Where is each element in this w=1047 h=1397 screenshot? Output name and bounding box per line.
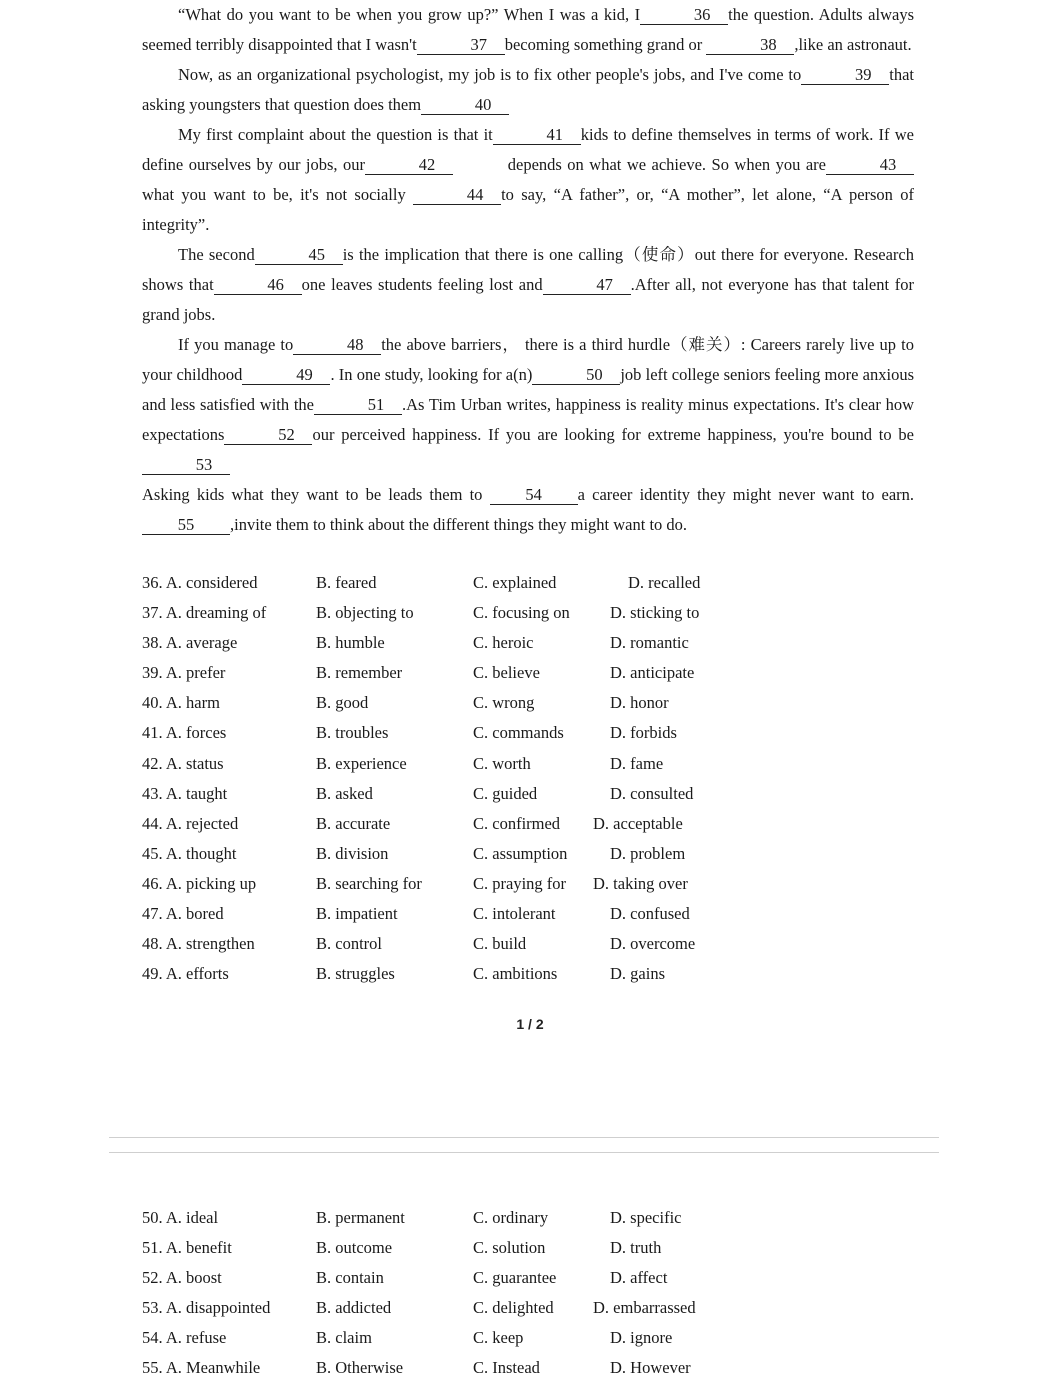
option-d: D. gains bbox=[610, 964, 665, 984]
paragraph-2 bbox=[142, 60, 914, 120]
option-a: 44. A. rejected bbox=[142, 813, 239, 833]
option-c: C. guided bbox=[473, 783, 538, 803]
blank-46: 46 bbox=[214, 276, 302, 295]
option-row bbox=[142, 813, 922, 843]
option-row bbox=[142, 963, 922, 993]
paragraph-1 bbox=[142, 0, 914, 60]
option-d: D. problem bbox=[610, 843, 686, 863]
option-a: 40. A. harm bbox=[142, 693, 220, 713]
option-d: D. confused bbox=[610, 904, 690, 924]
option-b: B. division bbox=[316, 843, 389, 863]
option-b: B. troubles bbox=[316, 723, 389, 743]
option-a: 37. A. dreaming of bbox=[142, 603, 267, 623]
option-row bbox=[142, 602, 922, 632]
options-list-page-1 bbox=[142, 572, 922, 993]
option-b: B. permanent bbox=[316, 1208, 405, 1227]
option-d: D. romantic bbox=[610, 633, 689, 653]
option-a: 41. A. forces bbox=[142, 723, 227, 743]
option-c: C. ambitions bbox=[473, 964, 558, 984]
option-d: D. consulted bbox=[610, 783, 694, 803]
passage-text: .As Tim Urban writes, happiness is reality minus expectations. It's clear how expectations bbox=[142, 395, 914, 444]
paragraph-3 bbox=[142, 120, 914, 240]
option-d: D. taking over bbox=[593, 873, 688, 893]
option-a: 51. A. benefit bbox=[142, 1238, 232, 1258]
blank-44: 44 bbox=[413, 186, 501, 205]
option-a: 38. A. average bbox=[142, 633, 238, 653]
options-list-page-2 bbox=[142, 1207, 922, 1388]
option-d: D. recalled bbox=[628, 573, 701, 592]
passage-text: the question. Adults always seemed terribly disappointed that I wasn't bbox=[142, 5, 914, 54]
option-row bbox=[142, 662, 922, 692]
option-c: C. guarantee bbox=[473, 1268, 557, 1288]
blank-55: 55 bbox=[142, 516, 230, 535]
option-d: D. embarrassed bbox=[593, 1298, 696, 1318]
option-b: B. good bbox=[316, 693, 369, 713]
option-d: D. ignore bbox=[610, 1328, 673, 1348]
blank-36: 36 bbox=[640, 6, 728, 25]
blank-41: 41 bbox=[493, 126, 581, 145]
blank-52: 52 bbox=[224, 426, 312, 445]
blank-48: 48 bbox=[293, 336, 381, 355]
option-d: D. sticking to bbox=[610, 603, 700, 623]
passage-text: “What do you want to be when you grow up?” When I was a kid, I bbox=[178, 5, 641, 24]
option-c: C. intolerant bbox=[473, 904, 556, 924]
option-a: 39. A. prefer bbox=[142, 663, 226, 683]
option-row bbox=[142, 1327, 922, 1357]
option-c: C. confirmed bbox=[473, 813, 561, 833]
passage-text: job left college seniors feeling more anxious and less satisfied with the bbox=[142, 365, 914, 414]
option-b: B. contain bbox=[316, 1268, 384, 1288]
option-b: B. control bbox=[316, 934, 382, 954]
option-row bbox=[142, 843, 922, 873]
option-b: B. struggles bbox=[316, 964, 395, 984]
option-c: C. heroic bbox=[473, 633, 534, 653]
option-a: 36. A. considered bbox=[142, 573, 258, 592]
option-a: 50. A. ideal bbox=[142, 1208, 219, 1227]
option-row bbox=[142, 903, 922, 933]
option-b: B. accurate bbox=[316, 813, 391, 833]
cloze-passage bbox=[142, 0, 914, 540]
option-row bbox=[142, 933, 922, 963]
option-b: B. remember bbox=[316, 663, 403, 683]
option-row bbox=[142, 1357, 922, 1387]
blank-40: 40 bbox=[421, 96, 509, 115]
option-row bbox=[142, 783, 922, 813]
passage-text: Asking kids what they want to be leads them to bbox=[142, 485, 483, 504]
option-b: B. outcome bbox=[316, 1238, 393, 1258]
option-c: C. wrong bbox=[473, 693, 535, 713]
option-d: D. anticipate bbox=[610, 663, 695, 683]
blank-42: 42 bbox=[365, 156, 453, 175]
blank-49: 49 bbox=[242, 366, 330, 385]
option-c: C. build bbox=[473, 934, 527, 954]
page-divider-bottom bbox=[109, 1152, 939, 1153]
option-row bbox=[142, 753, 922, 783]
paragraph-6 bbox=[142, 480, 914, 540]
option-b: B. Otherwise bbox=[316, 1358, 404, 1378]
page-divider-top bbox=[109, 1137, 939, 1138]
option-c: C. ordinary bbox=[473, 1208, 549, 1227]
option-b: B. feared bbox=[316, 573, 377, 592]
option-c: C. assumption bbox=[473, 843, 568, 863]
paragraph-5 bbox=[142, 330, 914, 480]
option-b: B. humble bbox=[316, 633, 385, 653]
page-number: 1 / 2 bbox=[516, 1016, 544, 1032]
option-c: C. worth bbox=[473, 753, 531, 773]
blank-39: 39 bbox=[801, 66, 889, 85]
option-row bbox=[142, 632, 922, 662]
option-d: D. overcome bbox=[610, 934, 696, 954]
passage-text: our perceived happiness. If you are looking for extreme happiness, you're bound to be bbox=[312, 425, 914, 444]
blank-38: 38 bbox=[706, 36, 794, 55]
option-row bbox=[142, 722, 922, 752]
option-row bbox=[142, 572, 922, 602]
option-b: B. experience bbox=[316, 753, 407, 773]
option-a: 53. A. disappointed bbox=[142, 1298, 271, 1318]
option-a: 47. A. bored bbox=[142, 904, 224, 924]
option-row bbox=[142, 873, 922, 903]
option-c: C. believe bbox=[473, 663, 540, 683]
option-a: 45. A. thought bbox=[142, 843, 237, 863]
option-c: C. Instead bbox=[473, 1358, 540, 1378]
option-row bbox=[142, 1237, 922, 1267]
option-d: D. fame bbox=[610, 753, 664, 773]
option-d: D. honor bbox=[610, 693, 669, 713]
passage-text: to say, “A father”, or, “A mother”, let alone, “A person of integrity”. bbox=[142, 185, 915, 234]
option-row bbox=[142, 1297, 922, 1327]
option-c: C. focusing on bbox=[473, 603, 570, 623]
passage-text: Now, as an organizational psychologist, my job is to fix other people's jobs, and I've come to bbox=[178, 65, 802, 84]
option-a: 54. A. refuse bbox=[142, 1328, 227, 1348]
option-b: B. claim bbox=[316, 1328, 372, 1348]
option-d: D. forbids bbox=[610, 723, 677, 743]
passage-text: kids to define themselves in terms of work. If we define ourselves by our jobs, our bbox=[142, 125, 914, 174]
blank-37: 37 bbox=[417, 36, 505, 55]
passage-text: depends on what we achieve. So when you are bbox=[507, 155, 826, 174]
option-c: C. solution bbox=[473, 1238, 546, 1258]
blank-43: 43 bbox=[826, 156, 914, 175]
blank-54: 54 bbox=[490, 486, 578, 505]
passage-text: a career identity they might never want to earn. bbox=[577, 485, 915, 504]
paragraph-4 bbox=[142, 240, 914, 330]
passage-text: ,like an astronaut. bbox=[794, 35, 912, 54]
blank-51: 51 bbox=[314, 396, 402, 415]
option-c: C. praying for bbox=[473, 873, 567, 893]
passage-text: what you want to be, it's not socially bbox=[142, 185, 406, 204]
option-d: D. affect bbox=[610, 1268, 668, 1288]
passage-text: My first complaint about the question is that it bbox=[178, 125, 493, 144]
option-b: B. searching for bbox=[316, 873, 422, 893]
option-a: 49. A. efforts bbox=[142, 964, 229, 984]
blank-50: 50 bbox=[532, 366, 620, 385]
blank-47: 47 bbox=[543, 276, 631, 295]
option-a: 42. A. status bbox=[142, 753, 224, 773]
option-b: B. objecting to bbox=[316, 603, 414, 623]
passage-text: ,invite them to think about the different things they might want to do. bbox=[230, 515, 688, 534]
option-a: 48. A. strengthen bbox=[142, 934, 255, 954]
blank-45: 45 bbox=[255, 246, 343, 265]
option-d: D. specific bbox=[610, 1208, 682, 1227]
option-row bbox=[142, 1267, 922, 1297]
option-d: D. acceptable bbox=[593, 813, 683, 833]
option-b: B. impatient bbox=[316, 904, 398, 924]
passage-text: the above barriers， there is a third hurdle（难关）: Careers rarely live up to your childhood bbox=[142, 335, 914, 384]
blank-53: 53 bbox=[142, 456, 230, 475]
option-d: D. However bbox=[610, 1358, 691, 1378]
option-b: B. asked bbox=[316, 783, 373, 803]
option-a: 52. A. boost bbox=[142, 1268, 222, 1288]
passage-text: that asking youngsters that question does them bbox=[142, 65, 914, 114]
passage-text: one leaves students feeling lost and bbox=[301, 275, 543, 294]
option-c: C. delighted bbox=[473, 1298, 554, 1318]
option-a: 55. A. Meanwhile bbox=[142, 1358, 261, 1378]
option-a: 43. A. taught bbox=[142, 783, 228, 803]
passage-text: becoming something grand or bbox=[504, 35, 703, 54]
passage-text: is the implication that there is one calling（使命）out there for everyone. Research shows that bbox=[142, 245, 914, 294]
option-row bbox=[142, 1207, 922, 1237]
passage-text: The second bbox=[178, 245, 255, 264]
option-a: 46. A. picking up bbox=[142, 873, 257, 893]
passage-text: .After all, not everyone has that talent for grand jobs. bbox=[142, 275, 914, 324]
passage-text: . In one study, looking for a(n) bbox=[330, 365, 533, 384]
passage-text: If you manage to bbox=[178, 335, 294, 354]
option-b: B. addicted bbox=[316, 1298, 392, 1318]
option-row bbox=[142, 692, 922, 722]
option-d: D. truth bbox=[610, 1238, 662, 1258]
option-c: C. commands bbox=[473, 723, 564, 743]
option-c: C. explained bbox=[473, 573, 557, 592]
option-c: C. keep bbox=[473, 1328, 524, 1348]
